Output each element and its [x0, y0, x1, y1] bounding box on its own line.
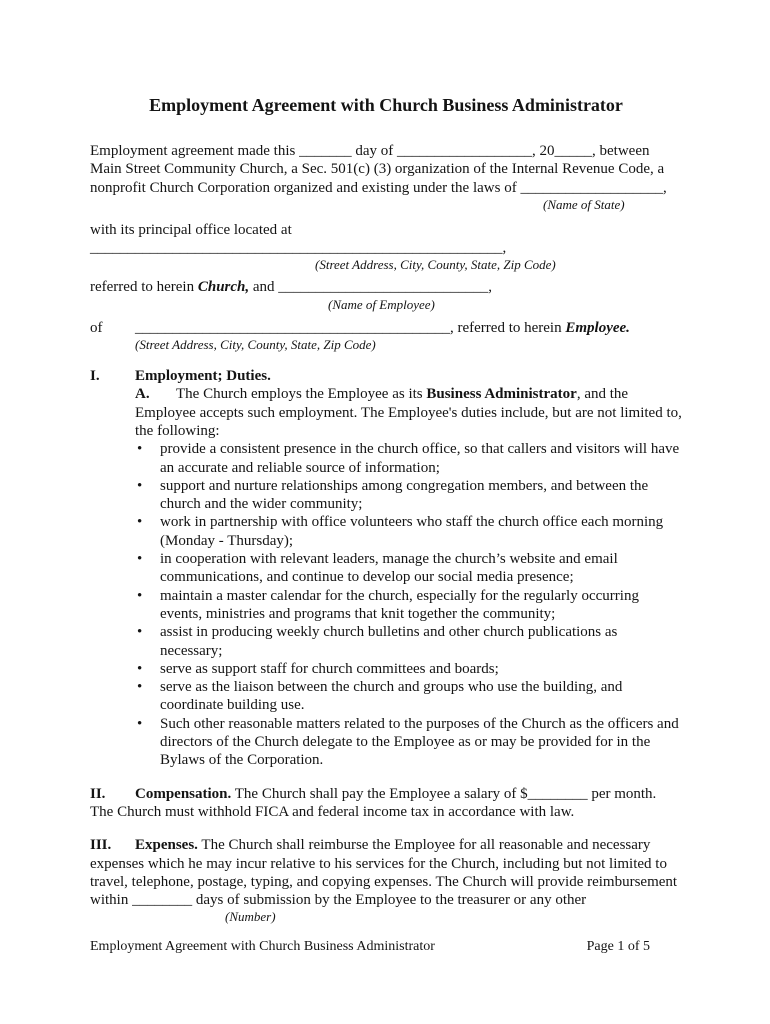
duty-item-text: work in partnership with office volunteers who staff the church office each morning (Monday - Thursday); [160, 514, 664, 549]
bullet-icon: • [137, 551, 143, 568]
employee-name-blank: and ____________________________, [249, 279, 493, 296]
duty-item-text: Such other reasonable matters related to the purposes of the Church as the officers and directors of the Church delegate to the Employee as or may be provided for in the Bylaws of the Corporation. [160, 715, 679, 769]
footer-document-title: Employment Agreement with Church Business Administrator [90, 939, 435, 954]
street-address-caption-2: (Street Address, City, County, State, Zip Code) [135, 337, 376, 353]
of-label: of [90, 319, 103, 336]
section-1-number: I. [90, 368, 100, 385]
list-item [135, 715, 682, 770]
paragraph-a-text-2: , and the Employee accepts such employment. The Employee's duties include, but are not limited to, the following: [135, 386, 682, 439]
document-title: Employment Agreement with Church Business Administrator [149, 95, 623, 115]
intro-text-with-blanks: Employment agreement made this _______ day of __________________, 20_____, between Main Street Community Church, a Sec. 501(c) (3) organization of the Internal Revenue Code, a nonprofit Church Corporation organized and existing under the laws of ___________________, [90, 143, 667, 196]
list-item [135, 440, 682, 477]
section-1-title: Employment; Duties. [135, 368, 271, 385]
section-3-number: III. [90, 837, 112, 854]
bullet-icon: • [137, 715, 143, 732]
intro-paragraph [90, 142, 682, 197]
list-item [135, 623, 682, 660]
list-item [135, 660, 682, 678]
section-2-body: The Church shall pay the Employee a salary of $________ per month. The Church must withhold FICA and federal income tax in accordance with law. [90, 785, 657, 820]
list-item [135, 587, 682, 624]
principal-office-text: with its principal office located at _______________________________________________________, [90, 221, 507, 257]
list-item [135, 550, 682, 587]
business-administrator-term: Business Administrator [426, 386, 577, 403]
name-of-employee-caption: (Name of Employee) [328, 296, 435, 312]
employee-term: Employee. [565, 319, 630, 336]
duty-item-text: serve as support staff for church committees and boards; [160, 660, 499, 677]
duty-item-text: in cooperation with relevant leaders, manage the church’s website and email communications, and continue to develop our social media presence; [160, 551, 618, 586]
employee-address-line [90, 319, 682, 337]
section-3-paragraph [90, 836, 682, 909]
principal-office-line [90, 221, 682, 258]
section-3-body: The Church shall reimburse the Employee for all reasonable and necessary expenses which he may incur relative to his services for the Church, including but not limited to travel, telephone, postage, typing, and copying expenses. The Church will provide reimbursement within ________ days of submission by the Employee to the treasurer or any other [90, 837, 678, 909]
duty-item-text: provide a consistent presence in the church office, so that callers and visitors will have an accurate and reliable source of information; [160, 441, 680, 476]
name-of-state-caption: (Name of State) [543, 196, 625, 212]
bullet-icon: • [137, 587, 143, 604]
list-item [135, 513, 682, 550]
duty-item-text: support and nurture relationships among congregation members, and between the church and the wider community; [160, 477, 649, 513]
paragraph-a-label: A. [135, 386, 150, 403]
church-term: Church, [197, 279, 250, 296]
section-2-title: Compensation. [135, 785, 232, 802]
bullet-icon: • [137, 624, 143, 641]
section-2-paragraph [90, 785, 682, 822]
bullet-icon: • [137, 441, 143, 458]
list-item [135, 477, 682, 514]
paragraph-a-text-1: The Church employs the Employee as its [176, 386, 427, 403]
bullet-icon: • [137, 660, 143, 677]
referred-text: referred to herein [90, 279, 198, 296]
duties-list [135, 440, 682, 769]
page-footer [90, 938, 650, 955]
bullet-icon: • [137, 514, 143, 531]
list-item [135, 678, 682, 715]
page-number: Page 1 of 5 [586, 939, 650, 954]
section-1-paragraph-a [135, 385, 682, 440]
street-address-caption: (Street Address, City, County, State, Zip Code) [315, 257, 556, 273]
section-2-number: II. [90, 785, 106, 802]
referred-church-line [90, 278, 682, 296]
section-1-heading [90, 367, 682, 385]
duty-item-text: serve as the liaison between the church and groups who use the building, and coordinate building use. [160, 679, 623, 714]
bullet-icon: • [137, 679, 143, 696]
duty-item-text: assist in producing weekly church bulletins and other church publications as necessary; [160, 624, 618, 659]
number-caption: (Number) [225, 909, 276, 925]
employee-address-blank: __________________________________________, referred to herein [135, 319, 566, 336]
duty-item-text: maintain a master calendar for the church, especially for the regularly occurring events, ministries and programs that knit together the community; [160, 587, 639, 622]
section-3-title: Expenses. [135, 837, 198, 854]
document-content [90, 0, 682, 924]
bullet-icon: • [137, 477, 143, 494]
